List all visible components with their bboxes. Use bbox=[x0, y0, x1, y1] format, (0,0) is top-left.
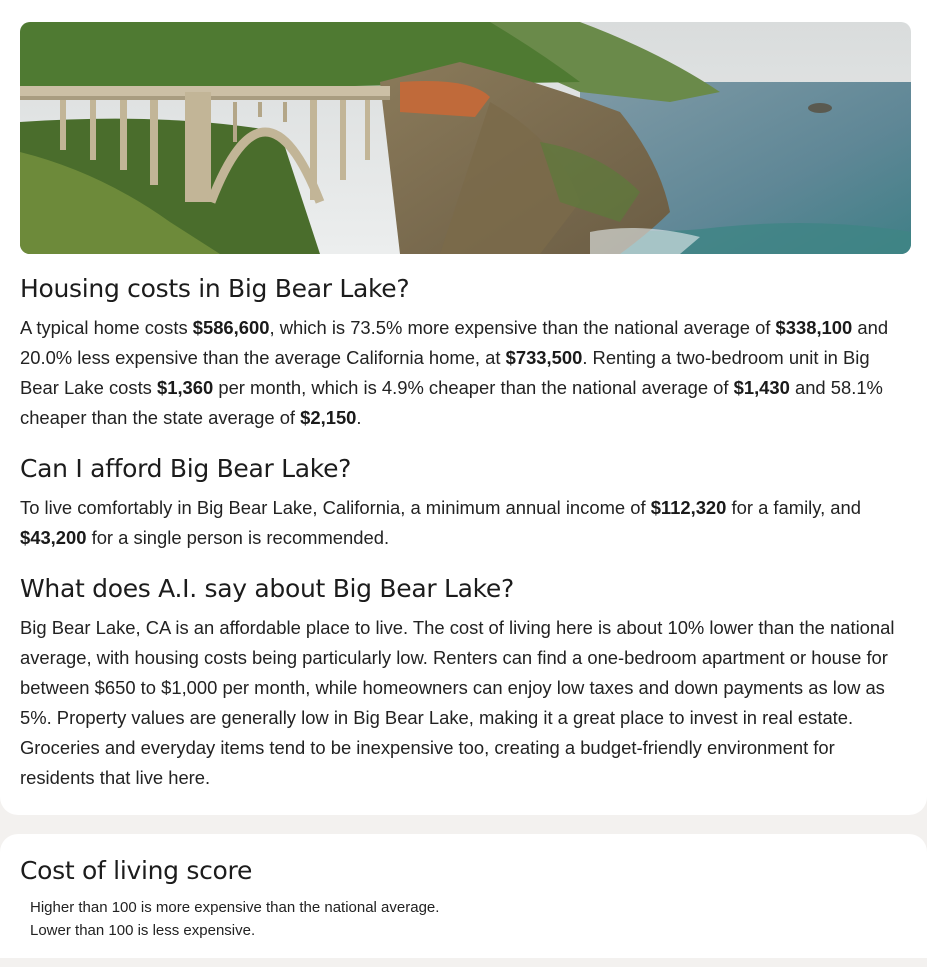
ai-heading: What does A.I. say about Big Bear Lake? bbox=[20, 574, 514, 603]
cost-of-living-score-heading: Cost of living score bbox=[20, 856, 253, 885]
national-average-cost: $338,100 bbox=[775, 317, 853, 338]
rent-national-average: $1,430 bbox=[733, 377, 790, 398]
single-income: $43,200 bbox=[20, 527, 87, 548]
typical-home-cost: $586,600 bbox=[192, 317, 270, 338]
hero-image bbox=[20, 22, 911, 254]
ai-summary-text: Big Bear Lake, CA is an affordable place to live. The cost of living here is about 10% lower than the national average, with housing costs being particularly low. Renters can find a one-bedroom apartment or house for between $650 to $1,000 per month, while homeowners can enjoy low taxes and down payments as low as 5%. Property values are generally low in Big Bear Lake, making it a great place to invest in real estate. Groceries and everyday items tend to be inexpensive too, creating a budget-friendly environment for residents that live here. bbox=[20, 617, 895, 788]
housing-text-part: , which is 73.5% more expensive than the national average of bbox=[269, 317, 776, 338]
housing-text-part: and 20.0% less expensive than the average California home, at bbox=[20, 317, 889, 368]
score-note-lower: Lower than 100 is less expensive. bbox=[30, 922, 256, 939]
housing-text-part: . bbox=[356, 407, 362, 428]
housing-text-part: per month, which is 4.9% cheaper than the national average of bbox=[213, 377, 734, 398]
housing-text-part: A typical home costs bbox=[20, 317, 193, 338]
afford-text-part: for a family, and bbox=[726, 497, 861, 518]
housing-text-part: and 58.1% cheaper than the state average of bbox=[20, 377, 883, 428]
housing-costs-heading: Housing costs in Big Bear Lake? bbox=[20, 274, 410, 303]
afford-text bbox=[20, 493, 912, 553]
afford-text-part: for a single person is recommended. bbox=[86, 527, 390, 548]
rent-cost: $1,360 bbox=[156, 377, 214, 398]
housing-text-part: . Renting a two-bedroom unit in Big Bear Lake costs bbox=[20, 347, 870, 398]
family-income: $112,320 bbox=[650, 497, 727, 518]
afford-text-part: To live comfortably in Big Bear Lake, California, a minimum annual income of bbox=[20, 497, 651, 518]
cost-of-living-score-card bbox=[0, 834, 927, 958]
coastal-bridge-photo-icon bbox=[20, 22, 911, 254]
state-average-cost: $733,500 bbox=[505, 347, 583, 368]
afford-heading: Can I afford Big Bear Lake? bbox=[20, 454, 352, 483]
score-note-higher: Higher than 100 is more expensive than the national average. bbox=[30, 899, 440, 916]
housing-costs-text bbox=[20, 313, 912, 433]
rent-state-average: $2,150 bbox=[300, 407, 357, 428]
